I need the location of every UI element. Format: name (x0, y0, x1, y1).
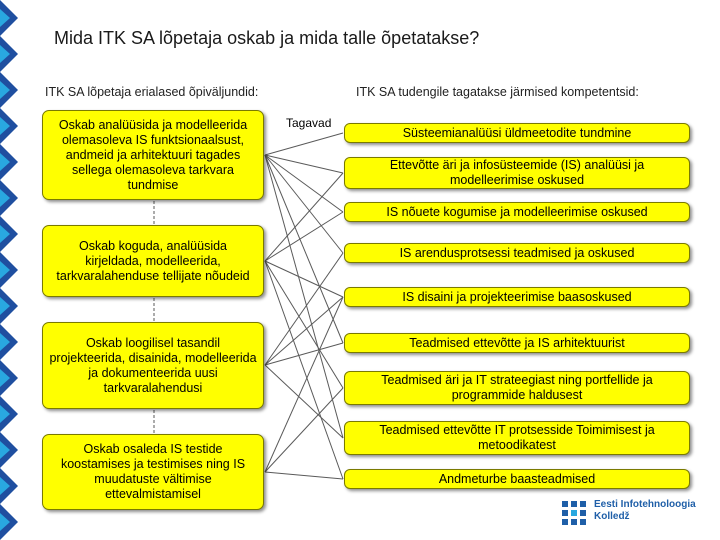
page-title: Mida ITK SA lõpetaja oskab ja mida talle õpetatakse? (54, 28, 480, 48)
connector-line (265, 365, 343, 438)
logo-text (594, 499, 696, 523)
outcome-box-design: Oskab loogilisel tasandil projekteerida, disainida, modelleerida ja dokumenteerida uusi tarkvaralahendusi (42, 322, 264, 409)
connector-line (265, 388, 343, 472)
competency-security: Andmeturbe baasteadmised (344, 469, 690, 489)
outcome-box-testing: Oskab osaleda IS testide koostamises ja testimises ning IS muudatuste vältimise ettevalmistamisel (42, 434, 264, 510)
competency-business-is-analysis: Ettevõtte äri ja infosüsteemide (IS) analüüsi ja modelleerimise oskused (344, 157, 690, 189)
connector-line (265, 261, 343, 297)
connector-line (265, 472, 343, 479)
logo-line1: Eesti Infotehnoloogia (594, 499, 696, 510)
connector-line (265, 343, 343, 365)
competency-development-process: IS arendusprotsessi teadmised ja oskused (344, 243, 690, 263)
connector-line (265, 155, 343, 438)
right-heading: ITK SA tudengile tagatakse järmised kompetentsid: (356, 85, 639, 99)
connector-line (265, 253, 343, 365)
outcome-box-analyse-existing: Oskab analüüsida ja modelleerida olemasoleva IS funktsionaalsust, andmeid ja arhitektuuri tagades sellega olemasoleva tarkvara tundmise (42, 110, 264, 200)
outcome-box-requirements: Oskab koguda, analüüsida kirjeldada, modelleerida, tarkvaralahenduse tellijate nõudeid (42, 225, 264, 297)
link-label-tagavad: Tagavad (286, 116, 332, 130)
college-logo (560, 497, 710, 531)
connector-line (265, 133, 343, 155)
competency-system-analysis: Süsteemianalüüsi üldmeetodite tundmine (344, 123, 690, 143)
competency-enterprise-architecture: Teadmised ettevõtte ja IS arhitektuurist (344, 333, 690, 353)
competency-requirements: IS nõuete kogumise ja modelleerimise oskused (344, 202, 690, 222)
competency-it-processes: Teadmised ettevõtte IT protsesside Toimimisest ja metoodikatest (344, 421, 690, 455)
left-heading: ITK SA lõpetaja erialased õpiväljundid: (45, 85, 259, 99)
connector-line (265, 297, 343, 365)
competency-design-basics: IS disaini ja projekteerimise baasoskused (344, 287, 690, 307)
competency-it-strategy: Teadmised äri ja IT strateegiast ning portfellide ja programmide haldusest (344, 371, 690, 405)
logo-mark-icon (560, 499, 588, 527)
connector-line (265, 212, 343, 261)
logo-line2: Kolledž (594, 511, 630, 522)
